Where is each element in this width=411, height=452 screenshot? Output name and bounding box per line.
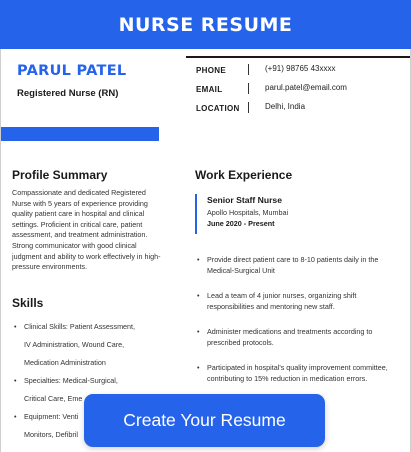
contact-row-phone xyxy=(196,64,406,83)
list-item xyxy=(14,322,174,340)
bullet-icon: • xyxy=(197,327,200,336)
bullet-icon: • xyxy=(14,412,17,421)
duty-text: Lead a team of 4 junior nurses, organizing shift responsibilities and mentoring new staff. xyxy=(207,291,357,311)
skill-text: Medication Administration xyxy=(24,358,106,367)
divider xyxy=(186,56,411,58)
phone-value: (+91) 98765 43xxxx xyxy=(265,64,336,73)
location-value: Delhi, India xyxy=(265,102,306,111)
list-item xyxy=(14,376,174,394)
contact-row-location xyxy=(196,102,406,121)
candidate-role: Registered Nurse (RN) xyxy=(17,88,119,99)
candidate-name: PARUL PATEL xyxy=(17,63,127,79)
contact-label: PHONE xyxy=(196,66,226,75)
skills-heading: Skills xyxy=(12,296,44,310)
job-title: Senior Staff Nurse xyxy=(207,195,282,205)
skill-text: Specialties: Medical-Surgical, xyxy=(24,376,118,385)
skill-text: IV Administration, Wound Care, xyxy=(24,340,125,349)
accent-bar xyxy=(1,127,159,141)
contact-separator xyxy=(248,64,249,75)
profile-summary-heading: Profile Summary xyxy=(12,168,108,182)
job-header xyxy=(195,194,288,234)
list-item xyxy=(197,255,397,276)
bullet-icon: • xyxy=(197,291,200,300)
banner-title: NURSE RESUME xyxy=(118,13,293,36)
work-experience-heading: Work Experience xyxy=(195,168,293,182)
list-item xyxy=(197,363,397,384)
skill-text: Critical Care, Eme xyxy=(24,394,83,403)
list-item xyxy=(197,291,397,312)
contact-label: LOCATION xyxy=(196,104,240,113)
list-item xyxy=(14,340,174,358)
create-resume-button[interactable]: Create Your Resume xyxy=(84,394,325,447)
bullet-icon: • xyxy=(197,363,200,372)
skill-text: Equipment: Venti xyxy=(24,412,79,421)
contact-row-email xyxy=(196,83,406,102)
email-value: parul.patel@email.com xyxy=(265,83,347,92)
bullet-icon: • xyxy=(14,322,17,331)
contact-label: EMAIL xyxy=(196,85,223,94)
contact-block xyxy=(196,64,406,121)
duty-text: Administer medications and treatments according to prescribed protocols. xyxy=(207,327,373,347)
duty-text: Provide direct patient care to 8-10 patients daily in the Medical-Surgical Unit xyxy=(207,255,379,275)
profile-summary-text: Compassionate and dedicated Registered Nurse with 5 years of experience providing quality patient care in hospital and clinical settings. Proficient in critical care, patient assessment, and treatment administration. Strong communicator with good clinical judgment and ability to work effectively in high-pressure environments. xyxy=(12,188,161,272)
list-item xyxy=(14,358,174,376)
job-dates: June 2020 - Present xyxy=(207,219,275,228)
bullet-icon: • xyxy=(197,255,200,264)
duty-text: Participated in hospital's quality improvement committee, contributing to 15% reduction in medication errors. xyxy=(207,363,388,383)
job-company: Apollo Hospitals, Mumbai xyxy=(207,208,289,217)
duties-list xyxy=(197,255,397,399)
skill-text: Monitors, Defibril xyxy=(24,430,78,439)
contact-separator xyxy=(248,83,249,94)
bullet-icon: • xyxy=(14,376,17,385)
contact-separator xyxy=(248,102,249,113)
list-item xyxy=(197,327,397,348)
banner xyxy=(0,0,411,49)
resume-sheet xyxy=(0,49,411,452)
skill-text: Clinical Skills: Patient Assessment, xyxy=(24,322,136,331)
